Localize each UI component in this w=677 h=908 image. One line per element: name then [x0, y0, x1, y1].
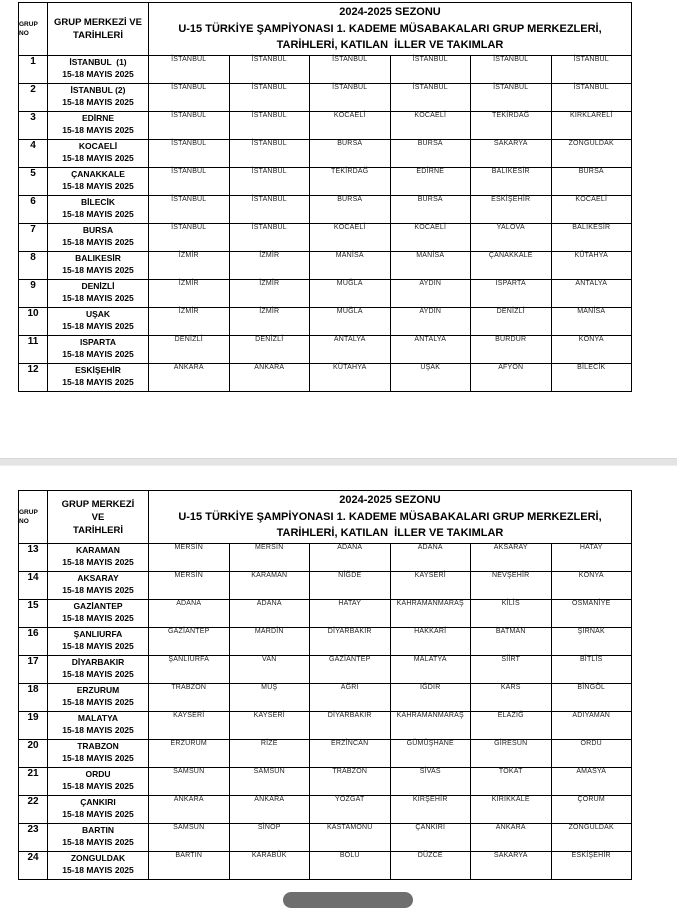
- participating-city-cell: KOCAELİ: [390, 112, 471, 140]
- group-row: [19, 168, 632, 196]
- group-dates: 15-18 MAYIS 2025: [62, 321, 134, 331]
- participating-city-cell: İZMİR: [229, 308, 310, 336]
- participating-city-cell: ADANA: [149, 600, 230, 628]
- center-header: [48, 3, 149, 56]
- group-row: [19, 224, 632, 252]
- participating-city-cell: MUŞ: [229, 684, 310, 712]
- group-dates: 15-18 MAYIS 2025: [62, 69, 134, 79]
- table-title: [149, 491, 632, 544]
- group-center-name: TRABZON: [77, 741, 119, 751]
- group-dates: 15-18 MAYIS 2025: [62, 585, 134, 595]
- group-no-header: [19, 491, 48, 544]
- header-row: [19, 491, 632, 544]
- group-row: [19, 336, 632, 364]
- group-center-cell: [48, 280, 149, 308]
- participating-city-cell: AYDIN: [390, 280, 471, 308]
- participating-city-cell: ÇORUM: [551, 796, 632, 824]
- title-line-sub: TARİHLERİ, KATILAN İLLER VE TAKIMLAR: [276, 39, 504, 52]
- participating-city-cell: TRABZON: [310, 768, 391, 796]
- participating-city-cell: BİLECİK: [551, 364, 632, 392]
- group-center-name: BALIKESİR: [75, 253, 121, 263]
- group-dates: 15-18 MAYIS 2025: [62, 293, 134, 303]
- participating-city-cell: KOCAELİ: [390, 224, 471, 252]
- group-no-cell: 20: [19, 740, 48, 768]
- participating-city-cell: ANKARA: [149, 796, 230, 824]
- participating-city-cell: İSTANBUL: [390, 84, 471, 112]
- group-row: [19, 656, 632, 684]
- group-no-header-line: NO: [19, 518, 29, 525]
- group-no-cell: 1: [19, 56, 48, 84]
- header-row: [19, 3, 632, 56]
- participating-city-cell: ERZURUM: [149, 740, 230, 768]
- participating-city-cell: GAZİANTEP: [310, 656, 391, 684]
- participating-city-cell: SİVAS: [390, 768, 471, 796]
- participating-city-cell: DÜZCE: [390, 852, 471, 880]
- viewer-toolbar-pill[interactable]: [283, 892, 413, 908]
- group-row: [19, 684, 632, 712]
- group-dates: 15-18 MAYIS 2025: [62, 181, 134, 191]
- group-row: [19, 740, 632, 768]
- center-header-line: GRUP MERKEZİ VE: [54, 17, 142, 28]
- participating-city-cell: ANKARA: [229, 364, 310, 392]
- participating-city-cell: BURSA: [551, 168, 632, 196]
- participating-city-cell: İZMİR: [149, 252, 230, 280]
- participating-city-cell: ELAZIĞ: [471, 712, 552, 740]
- participating-city-cell: ZONGULDAK: [551, 140, 632, 168]
- group-row: [19, 796, 632, 824]
- participating-city-cell: HATAY: [551, 544, 632, 572]
- group-dates: 15-18 MAYIS 2025: [62, 377, 134, 387]
- group-center-name: İSTANBUL (2): [70, 85, 126, 95]
- group-center-name: ÇANKIRI: [80, 797, 116, 807]
- group-center-cell: [48, 768, 149, 796]
- participating-city-cell: IĞDIR: [390, 684, 471, 712]
- participating-city-cell: ANTALYA: [390, 336, 471, 364]
- group-dates: 15-18 MAYIS 2025: [62, 613, 134, 623]
- participating-city-cell: DİYARBAKIR: [310, 712, 391, 740]
- group-dates: 15-18 MAYIS 2025: [62, 753, 134, 763]
- group-center-name: AKSARAY: [77, 573, 119, 583]
- title-line-season: 2024-2025 SEZONU: [339, 6, 441, 19]
- participating-city-cell: ADANA: [229, 600, 310, 628]
- participating-city-cell: DENİZLİ: [149, 336, 230, 364]
- group-center-name: ZONGULDAK: [70, 853, 126, 863]
- participating-city-cell: ÇANAKKALE: [471, 252, 552, 280]
- group-dates: 15-18 MAYIS 2025: [62, 781, 134, 791]
- participating-city-cell: ŞANLIURFA: [149, 656, 230, 684]
- group-dates: 15-18 MAYIS 2025: [62, 725, 134, 735]
- group-center-name: UŞAK: [85, 309, 111, 319]
- participating-city-cell: OSMANİYE: [551, 600, 632, 628]
- participating-city-cell: ÇANKIRI: [390, 824, 471, 852]
- participating-city-cell: MUĞLA: [310, 308, 391, 336]
- group-no-cell: 7: [19, 224, 48, 252]
- group-center-name: BİLECİK: [81, 197, 115, 207]
- group-center-cell: [48, 196, 149, 224]
- participating-city-cell: KIRIKKALE: [471, 796, 552, 824]
- group-dates: 15-18 MAYIS 2025: [62, 237, 134, 247]
- group-dates: 15-18 MAYIS 2025: [62, 153, 134, 163]
- participating-city-cell: BİNGÖL: [551, 684, 632, 712]
- participating-city-cell: YALOVA: [471, 224, 552, 252]
- participating-city-cell: İZMİR: [149, 280, 230, 308]
- participating-city-cell: İZMİR: [149, 308, 230, 336]
- participating-city-cell: ANKARA: [229, 796, 310, 824]
- group-center-cell: [48, 364, 149, 392]
- group-center-name: BARTIN: [81, 825, 115, 835]
- group-center-name: ERZURUM: [76, 685, 120, 695]
- participating-city-cell: KAHRAMANMARAŞ: [390, 712, 471, 740]
- group-row: [19, 544, 632, 572]
- participating-city-cell: KAYSERİ: [149, 712, 230, 740]
- group-no-cell: 10: [19, 308, 48, 336]
- group-no-cell: 9: [19, 280, 48, 308]
- group-center-cell: [48, 712, 149, 740]
- group-center-cell: [48, 572, 149, 600]
- group-dates: 15-18 MAYIS 2025: [62, 125, 134, 135]
- participating-city-cell: KOCAELİ: [310, 224, 391, 252]
- group-no-cell: 14: [19, 572, 48, 600]
- participating-city-cell: SAKARYA: [471, 852, 552, 880]
- participating-city-cell: SAKARYA: [471, 140, 552, 168]
- participating-city-cell: İSTANBUL: [310, 84, 391, 112]
- participating-city-cell: İSTANBUL: [551, 84, 632, 112]
- participating-city-cell: ŞIRNAK: [551, 628, 632, 656]
- participating-city-cell: AFYON: [471, 364, 552, 392]
- participating-city-cell: BOLU: [310, 852, 391, 880]
- participating-city-cell: MERSİN: [149, 544, 230, 572]
- group-row: [19, 196, 632, 224]
- participating-city-cell: BURSA: [310, 196, 391, 224]
- group-center-name: ESKİŞEHİR: [75, 365, 121, 375]
- participating-city-cell: İSTANBUL: [229, 112, 310, 140]
- group-center-cell: [48, 600, 149, 628]
- participating-city-cell: İSTANBUL: [229, 224, 310, 252]
- participating-city-cell: KAHRAMANMARAŞ: [390, 600, 471, 628]
- participating-city-cell: ESKİŞEHİR: [471, 196, 552, 224]
- group-no-cell: 5: [19, 168, 48, 196]
- group-center-name: EDİRNE: [81, 113, 115, 123]
- group-no-cell: 3: [19, 112, 48, 140]
- group-row: [19, 56, 632, 84]
- participating-city-cell: SAMSUN: [149, 824, 230, 852]
- participating-city-cell: KOCAELİ: [310, 112, 391, 140]
- group-center-cell: [48, 544, 149, 572]
- group-dates: 15-18 MAYIS 2025: [62, 697, 134, 707]
- group-no-cell: 18: [19, 684, 48, 712]
- participating-city-cell: RİZE: [229, 740, 310, 768]
- participating-city-cell: KARAMAN: [229, 572, 310, 600]
- center-header-line: TARİHLERİ: [73, 524, 123, 536]
- participating-city-cell: İSTANBUL: [149, 224, 230, 252]
- participating-city-cell: MERSİN: [229, 544, 310, 572]
- participating-city-cell: BİTLİS: [551, 656, 632, 684]
- participating-city-cell: İSTANBUL: [149, 56, 230, 84]
- participating-city-cell: İSTANBUL: [149, 196, 230, 224]
- group-center-cell: [48, 656, 149, 684]
- participating-city-cell: BURDUR: [471, 336, 552, 364]
- participating-city-cell: BALIKESİR: [551, 224, 632, 252]
- group-no-cell: 24: [19, 852, 48, 880]
- participating-city-cell: İSTANBUL: [390, 56, 471, 84]
- group-row: [19, 308, 632, 336]
- group-row: [19, 852, 632, 880]
- group-no-cell: 19: [19, 712, 48, 740]
- center-header-line: VE: [91, 511, 105, 523]
- participating-city-cell: İSTANBUL: [471, 84, 552, 112]
- center-header-line: TARİHLERİ: [73, 30, 123, 41]
- title-line-sub: TARİHLERİ, KATILAN İLLER VE TAKIMLAR: [276, 527, 504, 540]
- groups-table-2-body: [19, 544, 632, 880]
- participating-city-cell: ISPARTA: [471, 280, 552, 308]
- participating-city-cell: İSTANBUL: [229, 196, 310, 224]
- group-center-name: GAZİANTEP: [73, 601, 123, 611]
- group-center-cell: [48, 56, 149, 84]
- group-row: [19, 572, 632, 600]
- group-center-name: İSTANBUL (1): [69, 57, 127, 67]
- group-dates: 15-18 MAYIS 2025: [62, 97, 134, 107]
- participating-city-cell: BALIKESİR: [471, 168, 552, 196]
- participating-city-cell: HAKKARİ: [390, 628, 471, 656]
- group-dates: 15-18 MAYIS 2025: [62, 265, 134, 275]
- group-center-cell: [48, 740, 149, 768]
- groups-table-2: [18, 490, 632, 880]
- group-no-cell: 2: [19, 84, 48, 112]
- group-row: [19, 712, 632, 740]
- participating-city-cell: MANİSA: [390, 252, 471, 280]
- participating-city-cell: SİNOP: [229, 824, 310, 852]
- participating-city-cell: TEKİRDAĞ: [310, 168, 391, 196]
- title-line-season: 2024-2025 SEZONU: [339, 494, 441, 507]
- group-no-header-line: NO: [19, 30, 29, 37]
- participating-city-cell: EDİRNE: [390, 168, 471, 196]
- participating-city-cell: GAZİANTEP: [149, 628, 230, 656]
- participating-city-cell: AĞRI: [310, 684, 391, 712]
- participating-city-cell: İSTANBUL: [229, 168, 310, 196]
- participating-city-cell: ANKARA: [149, 364, 230, 392]
- group-no-cell: 8: [19, 252, 48, 280]
- participating-city-cell: İSTANBUL: [471, 56, 552, 84]
- participating-city-cell: GÜMÜŞHANE: [390, 740, 471, 768]
- participating-city-cell: MALATYA: [390, 656, 471, 684]
- group-row: [19, 824, 632, 852]
- group-no-cell: 23: [19, 824, 48, 852]
- group-no-cell: 6: [19, 196, 48, 224]
- participating-city-cell: İSTANBUL: [229, 140, 310, 168]
- participating-city-cell: İSTANBUL: [551, 56, 632, 84]
- participating-city-cell: ANKARA: [471, 824, 552, 852]
- participating-city-cell: AYDIN: [390, 308, 471, 336]
- group-center-name: KOCAELİ: [78, 141, 118, 151]
- group-row: [19, 600, 632, 628]
- group-no-cell: 22: [19, 796, 48, 824]
- participating-city-cell: AMASYA: [551, 768, 632, 796]
- group-dates: 15-18 MAYIS 2025: [62, 557, 134, 567]
- group-center-name: ISPARTA: [79, 337, 117, 347]
- participating-city-cell: SİİRT: [471, 656, 552, 684]
- participating-city-cell: ANTALYA: [551, 280, 632, 308]
- group-row: [19, 140, 632, 168]
- participating-city-cell: BURSA: [390, 140, 471, 168]
- participating-city-cell: TEKİRDAĞ: [471, 112, 552, 140]
- group-no-cell: 4: [19, 140, 48, 168]
- group-no-header-line: GRUP: [19, 509, 38, 516]
- participating-city-cell: KOCAELİ: [551, 196, 632, 224]
- participating-city-cell: KÜTAHYA: [310, 364, 391, 392]
- group-center-cell: [48, 628, 149, 656]
- group-center-name: MALATYA: [77, 713, 119, 723]
- participating-city-cell: TOKAT: [471, 768, 552, 796]
- group-center-cell: [48, 224, 149, 252]
- participating-city-cell: MARDİN: [229, 628, 310, 656]
- group-center-cell: [48, 112, 149, 140]
- participating-city-cell: KIRKLARELİ: [551, 112, 632, 140]
- participating-city-cell: VAN: [229, 656, 310, 684]
- page-separator: [0, 458, 677, 466]
- participating-city-cell: SAMSUN: [149, 768, 230, 796]
- participating-city-cell: İSTANBUL: [229, 56, 310, 84]
- participating-city-cell: İSTANBUL: [149, 140, 230, 168]
- group-center-name: KARAMAN: [76, 545, 120, 555]
- group-center-cell: [48, 140, 149, 168]
- participating-city-cell: DİYARBAKIR: [310, 628, 391, 656]
- group-no-cell: 17: [19, 656, 48, 684]
- group-no-cell: 13: [19, 544, 48, 572]
- table-title: [149, 3, 632, 56]
- group-dates: 15-18 MAYIS 2025: [62, 349, 134, 359]
- participating-city-cell: KAYSERİ: [390, 572, 471, 600]
- group-no-cell: 21: [19, 768, 48, 796]
- participating-city-cell: ESKİŞEHİR: [551, 852, 632, 880]
- group-dates: 15-18 MAYIS 2025: [62, 209, 134, 219]
- participating-city-cell: GİRESUN: [471, 740, 552, 768]
- participating-city-cell: İSTANBUL: [310, 56, 391, 84]
- group-row: [19, 628, 632, 656]
- participating-city-cell: BURSA: [390, 196, 471, 224]
- participating-city-cell: ADANA: [310, 544, 391, 572]
- group-center-cell: [48, 168, 149, 196]
- group-center-cell: [48, 252, 149, 280]
- group-dates: 15-18 MAYIS 2025: [62, 837, 134, 847]
- participating-city-cell: İSTANBUL: [149, 168, 230, 196]
- group-row: [19, 84, 632, 112]
- participating-city-cell: MUĞLA: [310, 280, 391, 308]
- group-dates: 15-18 MAYIS 2025: [62, 669, 134, 679]
- participating-city-cell: YOZGAT: [310, 796, 391, 824]
- participating-city-cell: BURSA: [310, 140, 391, 168]
- title-line-main: U-15 TÜRKİYE ŞAMPİYONASI 1. KADEME MÜSABAKALARI GRUP MERKEZLERİ,: [178, 22, 602, 35]
- participating-city-cell: UŞAK: [390, 364, 471, 392]
- participating-city-cell: İSTANBUL: [149, 84, 230, 112]
- participating-city-cell: TRABZON: [149, 684, 230, 712]
- group-no-cell: 11: [19, 336, 48, 364]
- group-center-cell: [48, 684, 149, 712]
- participating-city-cell: BATMAN: [471, 628, 552, 656]
- participating-city-cell: DENİZLİ: [471, 308, 552, 336]
- group-row: [19, 280, 632, 308]
- participating-city-cell: KONYA: [551, 336, 632, 364]
- group-no-header: [19, 3, 48, 56]
- group-dates: 15-18 MAYIS 2025: [62, 865, 134, 875]
- group-center-name: ÇANAKKALE: [71, 169, 125, 179]
- participating-city-cell: KİLİS: [471, 600, 552, 628]
- group-center-cell: [48, 308, 149, 336]
- participating-city-cell: KARS: [471, 684, 552, 712]
- participating-city-cell: HATAY: [310, 600, 391, 628]
- participating-city-cell: KIRŞEHİR: [390, 796, 471, 824]
- participating-city-cell: MERSİN: [149, 572, 230, 600]
- participating-city-cell: DENİZLİ: [229, 336, 310, 364]
- group-center-cell: [48, 336, 149, 364]
- group-center-cell: [48, 824, 149, 852]
- group-center-cell: [48, 796, 149, 824]
- group-no-cell: 15: [19, 600, 48, 628]
- participating-city-cell: ORDU: [551, 740, 632, 768]
- group-center-name: ŞANLIURFA: [73, 629, 123, 639]
- group-center-name: DENİZLİ: [81, 281, 115, 291]
- group-center-name: ORDU: [85, 769, 111, 779]
- group-no-header-line: GRUP: [19, 21, 38, 28]
- participating-city-cell: KONYA: [551, 572, 632, 600]
- participating-city-cell: İZMİR: [229, 252, 310, 280]
- group-no-cell: 16: [19, 628, 48, 656]
- participating-city-cell: ANTALYA: [310, 336, 391, 364]
- participating-city-cell: MANİSA: [551, 308, 632, 336]
- participating-city-cell: NİĞDE: [310, 572, 391, 600]
- participating-city-cell: ADANA: [390, 544, 471, 572]
- participating-city-cell: ADIYAMAN: [551, 712, 632, 740]
- group-center-name: DİYARBAKIR: [71, 657, 125, 667]
- group-dates: 15-18 MAYIS 2025: [62, 809, 134, 819]
- groups-table-1: [18, 2, 632, 392]
- participating-city-cell: SAMSUN: [229, 768, 310, 796]
- group-row: [19, 112, 632, 140]
- group-no-cell: 12: [19, 364, 48, 392]
- group-center-cell: [48, 852, 149, 880]
- participating-city-cell: İSTANBUL: [229, 84, 310, 112]
- center-header: [48, 491, 149, 544]
- participating-city-cell: KÜTAHYA: [551, 252, 632, 280]
- group-row: [19, 252, 632, 280]
- center-header-line: GRUP MERKEZİ: [61, 498, 135, 510]
- participating-city-cell: İSTANBUL: [149, 112, 230, 140]
- group-center-name: BURSA: [82, 225, 114, 235]
- participating-city-cell: KASTAMONU: [310, 824, 391, 852]
- groups-table-1-body: [19, 56, 632, 392]
- participating-city-cell: MANİSA: [310, 252, 391, 280]
- participating-city-cell: ZONGULDAK: [551, 824, 632, 852]
- participating-city-cell: NEVŞEHİR: [471, 572, 552, 600]
- participating-city-cell: İZMİR: [229, 280, 310, 308]
- group-row: [19, 768, 632, 796]
- participating-city-cell: BARTIN: [149, 852, 230, 880]
- group-row: [19, 364, 632, 392]
- participating-city-cell: AKSARAY: [471, 544, 552, 572]
- participating-city-cell: KARABÜK: [229, 852, 310, 880]
- participating-city-cell: ERZİNCAN: [310, 740, 391, 768]
- title-line-main: U-15 TÜRKİYE ŞAMPİYONASI 1. KADEME MÜSABAKALARI GRUP MERKEZLERİ,: [178, 510, 602, 523]
- participating-city-cell: KAYSERİ: [229, 712, 310, 740]
- group-center-cell: [48, 84, 149, 112]
- group-dates: 15-18 MAYIS 2025: [62, 641, 134, 651]
